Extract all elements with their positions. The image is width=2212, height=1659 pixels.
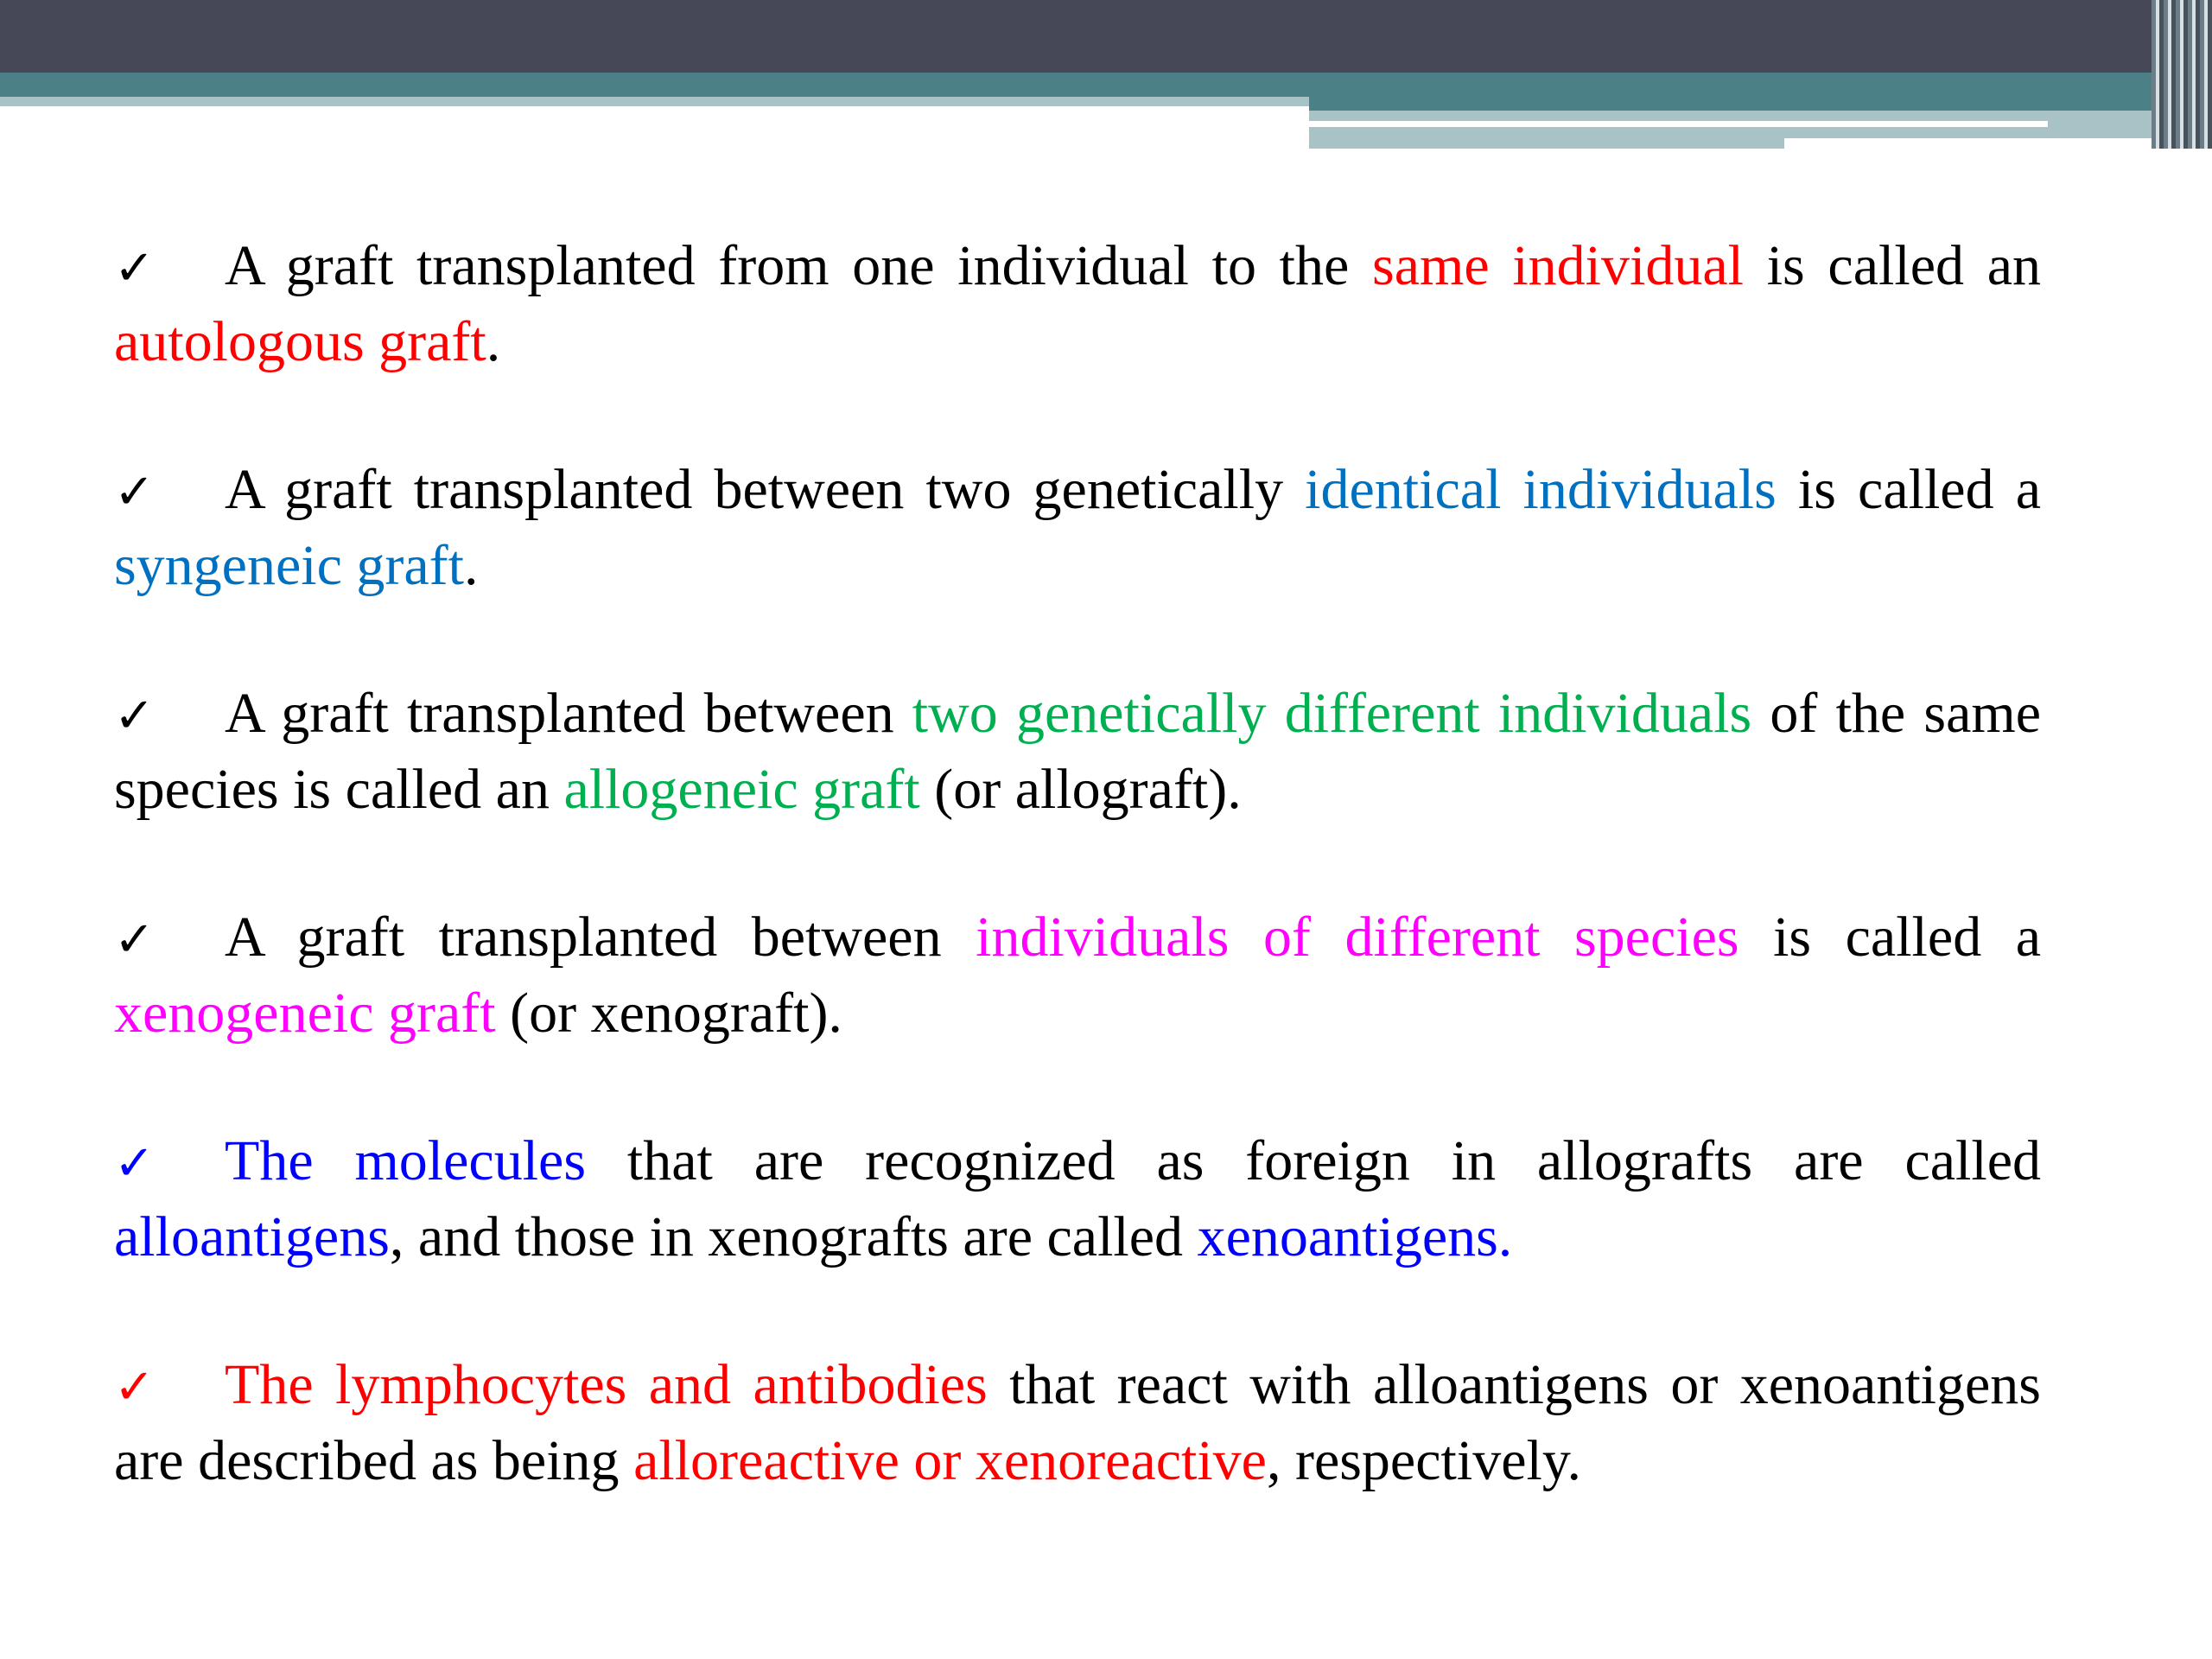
highlight-term: alloreactive or xenoreactive bbox=[633, 1429, 1267, 1492]
header-bar-teal-left bbox=[0, 73, 1309, 97]
bullet-text: (or allograft). bbox=[919, 758, 1242, 821]
bullet-antigens bbox=[114, 1124, 2041, 1274]
bullet-syngeneic bbox=[114, 453, 2041, 602]
header-bar-grey-small bbox=[1309, 138, 1784, 149]
bullet-text: , and those in xenografts are called bbox=[389, 1205, 1198, 1268]
header-bar-teal-right bbox=[1309, 73, 2212, 111]
bullet-text: A graft transplanted from one individual to the bbox=[225, 234, 1373, 297]
bullet-text: (or xenograft). bbox=[495, 982, 842, 1045]
highlight-term: identical individuals bbox=[1305, 458, 1777, 521]
check-icon: ✓ bbox=[114, 912, 155, 968]
bullet-text: , respectively. bbox=[1266, 1429, 1582, 1492]
bullet-xenogeneic bbox=[114, 900, 2041, 1050]
bullet-text: is called a bbox=[1738, 906, 2042, 969]
bullet-text: of the same species is called an bbox=[114, 682, 2041, 821]
highlight-term: xenoantigens. bbox=[1197, 1205, 1513, 1268]
bullet-text: is called a bbox=[1776, 458, 2041, 521]
header-divider-line bbox=[1309, 121, 2048, 127]
highlight-term: The lymphocytes and antibodies bbox=[225, 1353, 988, 1416]
bullet-text: A graft transplanted between two genetically bbox=[225, 458, 1306, 521]
bullet-allogeneic bbox=[114, 677, 2041, 826]
bullet-text: . bbox=[464, 534, 479, 597]
check-icon: ✓ bbox=[114, 688, 155, 744]
bullet-text: . bbox=[486, 310, 501, 373]
header-bar-dark bbox=[0, 0, 2212, 73]
check-icon: ✓ bbox=[114, 240, 155, 296]
highlight-term: syngeneic graft bbox=[114, 534, 464, 597]
bullet-text: A graft transplanted between bbox=[225, 906, 976, 969]
check-icon: ✓ bbox=[114, 1359, 155, 1415]
bullet-text: that react with alloantigens or xenoantigens are described as being bbox=[114, 1353, 2041, 1492]
highlight-term: alloantigens bbox=[114, 1205, 390, 1268]
highlight-term: same individual bbox=[1372, 234, 1744, 297]
highlight-term: autologous graft bbox=[114, 310, 486, 373]
highlight-term: The molecules bbox=[225, 1129, 587, 1192]
bullet-text: that are recognized as foreign in allografts are called bbox=[586, 1129, 2042, 1192]
check-icon: ✓ bbox=[114, 464, 155, 520]
bullet-reactive bbox=[114, 1348, 2041, 1497]
check-icon: ✓ bbox=[114, 1135, 155, 1192]
highlight-term: xenogeneic graft bbox=[114, 982, 496, 1045]
highlight-term: two genetically different individuals bbox=[912, 682, 1752, 745]
bullet-text: A graft transplanted between bbox=[225, 682, 912, 745]
highlight-term: allogeneic graft bbox=[563, 758, 920, 821]
bullet-text: is called an bbox=[1744, 234, 2041, 297]
highlight-term: individuals of different species bbox=[976, 906, 1739, 969]
header-bar-grey-left bbox=[0, 97, 1309, 106]
bullet-autologous bbox=[114, 229, 2041, 378]
header-stripes-decoration bbox=[2152, 0, 2212, 149]
slide-content bbox=[114, 229, 2041, 1497]
